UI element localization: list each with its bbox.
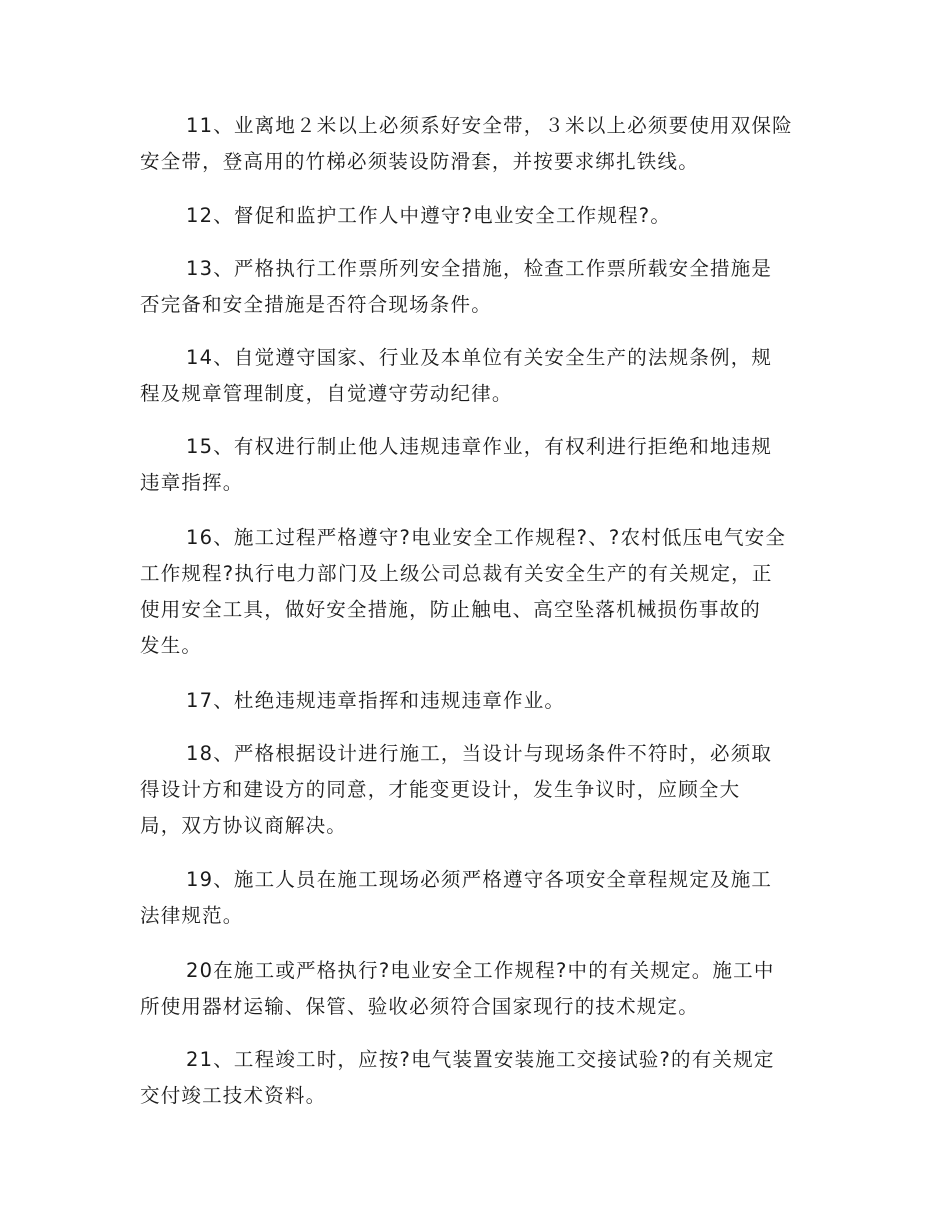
paragraph-line: 19、施工人员在施工现场必须严格遵守各项安全章程规定及施工 bbox=[186, 868, 773, 891]
paragraph-line: 16、施工过程严格遵守?电业安全工作规程?、?农村低压电气安全 bbox=[186, 526, 787, 549]
paragraph-line: 否完备和安全措施是否符合现场条件。 bbox=[140, 293, 492, 316]
paragraph-line: 13、严格执行工作票所列安全措施，检查工作票所载安全措施是 bbox=[186, 257, 773, 280]
paragraph-line: 安全带，登高用的竹梯必须装设防滑套，并按要求绑扎铁线。 bbox=[140, 150, 699, 173]
paragraph-line: 20在施工或严格执行?电业安全工作规程?中的有关规定。施工中 bbox=[186, 959, 775, 982]
paragraph-line: 程及规章管理制度，自觉遵守劳动纪律。 bbox=[140, 382, 513, 405]
paragraph-line: 18、严格根据设计进行施工，当设计与现场条件不符时，必须取 bbox=[186, 742, 773, 765]
paragraph-line: 法律规范。 bbox=[140, 904, 244, 927]
paragraph-line: 14、自觉遵守国家、行业及本单位有关安全生产的法规条例，规 bbox=[186, 346, 773, 369]
paragraph-line: 15、有权进行制止他人违规违章作业，有权利进行拒绝和地违规 bbox=[186, 435, 773, 458]
paragraph-20 bbox=[140, 953, 805, 1025]
paragraph-16 bbox=[140, 520, 805, 664]
paragraph-14 bbox=[140, 340, 805, 412]
paragraph-19 bbox=[140, 862, 805, 934]
paragraph-line: 使用安全工具，做好安全措施，防止触电、高空坠落机械损伤事故的 bbox=[140, 598, 762, 621]
paragraph-line: 17、杜绝违规违章指挥和违规违章作业。 bbox=[186, 689, 566, 712]
paragraph-15 bbox=[140, 429, 805, 501]
paragraph-13 bbox=[140, 251, 805, 323]
paragraph-line: 发生。 bbox=[140, 634, 203, 657]
paragraph-line: 所使用器材运输、保管、验收必须符合国家现行的技术规定。 bbox=[140, 995, 699, 1018]
paragraph-line: 11、业离地２米以上必须系好安全带，３米以上必须要使用双保险 bbox=[186, 114, 793, 137]
paragraph-line: 局，双方协议商解决。 bbox=[140, 814, 348, 837]
paragraph-line: 得设计方和建设方的同意，才能变更设计，发生争议时，应顾全大 bbox=[140, 778, 741, 801]
paragraph-12 bbox=[140, 198, 805, 234]
paragraph-line: 违章指挥。 bbox=[140, 471, 244, 494]
paragraph-21 bbox=[140, 1042, 805, 1114]
paragraph-17 bbox=[140, 683, 805, 719]
paragraph-line: 12、督促和监护工作人中遵守?电业安全工作规程?。 bbox=[186, 204, 672, 227]
paragraph-18 bbox=[140, 736, 805, 844]
paragraph-line: 工作规程?执行电力部门及上级公司总裁有关安全生产的有关规定，正 bbox=[140, 562, 773, 585]
paragraph-11 bbox=[140, 108, 805, 180]
paragraph-line: 交付竣工技术资料。 bbox=[140, 1084, 327, 1107]
paragraph-line: 21、工程竣工时，应按?电气装置安装施工交接试验?的有关规定 bbox=[186, 1048, 775, 1071]
